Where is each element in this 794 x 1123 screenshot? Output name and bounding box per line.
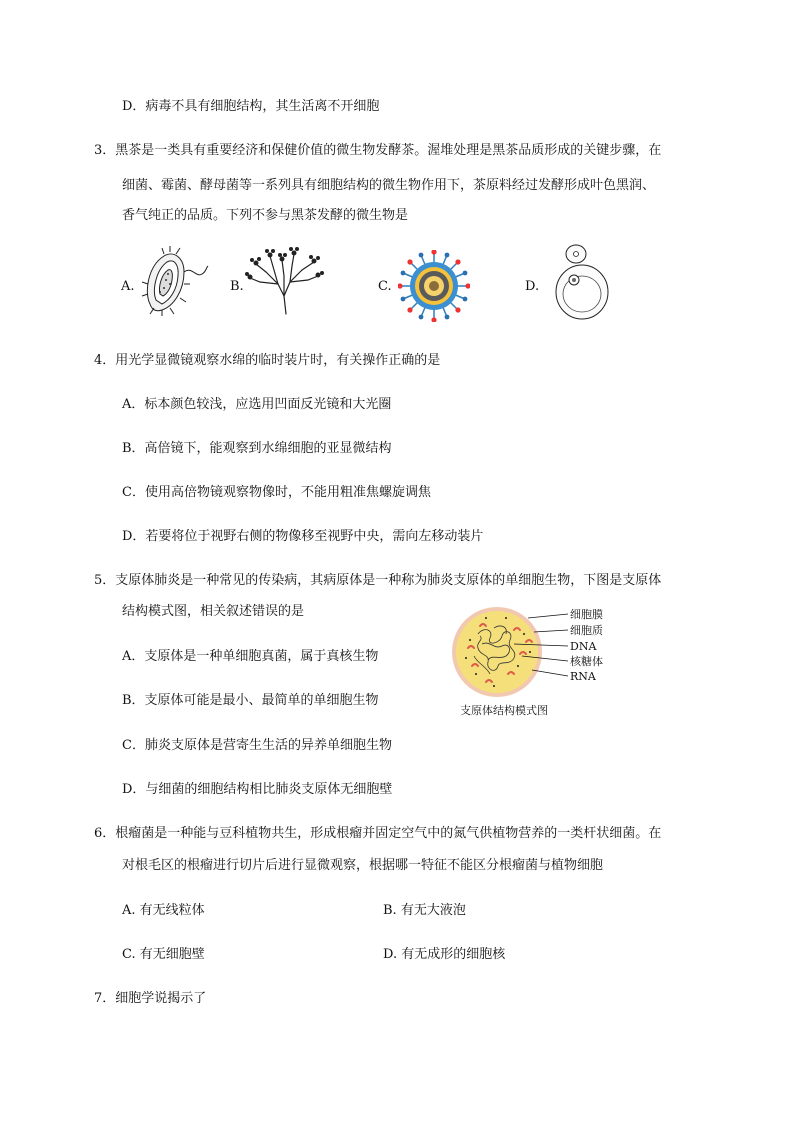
- mycoplasma-label-membrane: 细胞膜: [570, 608, 603, 621]
- bacterium-figure: [140, 244, 210, 320]
- mold-figure: [244, 246, 326, 316]
- q3-label-d: D.: [525, 279, 540, 294]
- q5-option-a: A．支原体是一种单细胞真菌，属于真核生物: [122, 649, 379, 664]
- q5-stem-line1: 5．支原体肺炎是一种常见的传染病，其病原体是一种称为肺炎支原体的单细胞生物，下图是支原体: [94, 573, 662, 588]
- q3-label-c: C.: [378, 279, 392, 294]
- q6-stem-line2: 对根毛区的根瘤进行切片后进行显微观察，根据哪一特征不能区分根瘤菌与植物细胞: [122, 858, 604, 873]
- mycoplasma-figure: [450, 604, 570, 700]
- q3-label-b: B.: [230, 279, 244, 294]
- q7-stem: 7．细胞学说揭示了: [94, 991, 207, 1006]
- q6-option-c: C. 有无细胞壁: [122, 947, 205, 962]
- q6-option-b: B. 有无大液泡: [383, 903, 466, 918]
- mycoplasma-label-rna: RNA: [570, 670, 596, 683]
- q5-option-d: D．与细菌的细胞结构相比肺炎支原体无细胞壁: [122, 782, 393, 797]
- q5-option-b: B．支原体可能是最小、最简单的单细胞生物: [122, 693, 379, 708]
- q4-option-b: B．高倍镜下，能观察到水绵细胞的亚显微结构: [122, 441, 392, 456]
- q4-option-a: A．标本颜色较浅，应选用凹面反光镜和大光圈: [122, 397, 392, 412]
- mycoplasma-label-dna: DNA: [570, 640, 597, 653]
- q3-stem-line1: 3．黑茶是一类具有重要经济和保健价值的微生物发酵茶。渥堆处理是黑茶品质形成的关键步骤，在: [94, 143, 662, 158]
- q6-stem-line1: 6．根瘤菌是一种能与豆科植物共生，形成根瘤并固定空气中的氮气供植物营养的一类杆状细菌。在: [94, 826, 662, 841]
- q4-option-c: C．使用高倍物镜观察物像时，不能用粗准焦螺旋调焦: [122, 485, 431, 500]
- q3-stem-line2: 细菌、霉菌、酵母菌等一系列具有细胞结构的微生物作用下，茶原料经过发酵形成叶色黑润、: [122, 178, 656, 193]
- q6-option-d: D. 有无成形的细胞核: [383, 947, 506, 962]
- q5-stem-line2: 结构模式图，相关叙述错误的是: [122, 604, 305, 619]
- yeast-figure: [552, 240, 612, 322]
- mycoplasma-caption: 支原体结构模式图: [460, 704, 548, 717]
- q4-option-d: D．若要将位于视野右侧的物像移至视野中央，需向左移动装片: [122, 529, 484, 544]
- q3-label-a: A.: [121, 279, 135, 294]
- q2-option-d: D．病毒不具有细胞结构，其生活离不开细胞: [122, 99, 380, 114]
- q6-option-a: A. 有无线粒体: [122, 903, 205, 918]
- virus-figure: [398, 250, 470, 322]
- mycoplasma-label-cytoplasm: 细胞质: [570, 624, 603, 637]
- q3-stem-line3: 香气纯正的品质。下列不参与黑茶发酵的微生物是: [122, 208, 409, 223]
- mycoplasma-label-ribosome: 核糖体: [570, 655, 603, 668]
- q4-stem: 4．用光学显微镜观察水绵的临时装片时，有关操作正确的是: [94, 353, 441, 368]
- q5-option-c: C．肺炎支原体是营寄生生活的异养单细胞生物: [122, 738, 392, 753]
